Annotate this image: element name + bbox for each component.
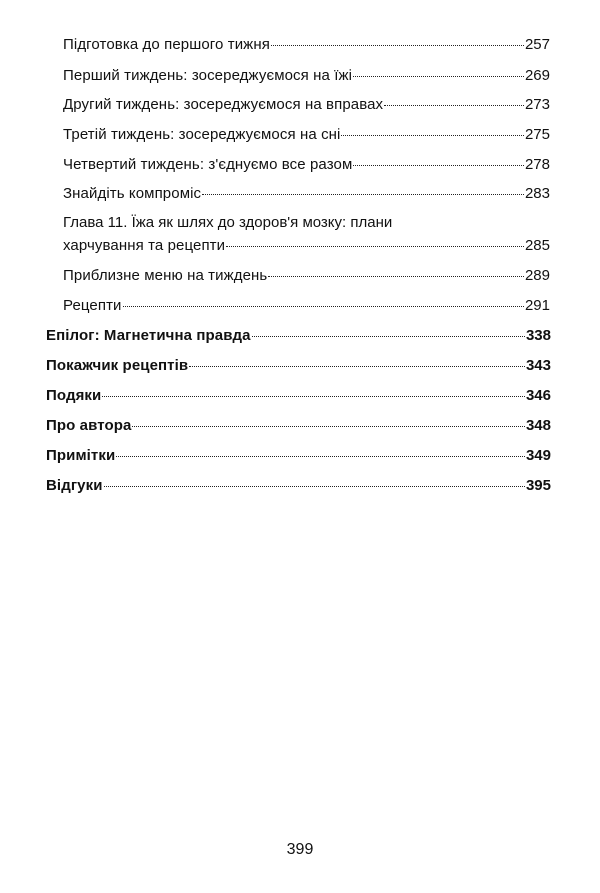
page-number: 399 <box>286 841 314 858</box>
toc-entry[interactable] <box>63 185 550 209</box>
toc-entry-page: 257 <box>524 36 550 53</box>
dot-leader <box>252 335 525 337</box>
dot-leader <box>132 425 525 427</box>
toc-entry-chapter[interactable] <box>63 237 550 261</box>
toc-entry-title: Другий тиждень: зосереджуємося на вправах <box>63 96 384 113</box>
toc-section-page: 349 <box>525 447 551 464</box>
toc-entry[interactable] <box>63 156 550 180</box>
toc-section-page: 338 <box>525 327 551 344</box>
toc-section[interactable] <box>46 447 551 471</box>
toc-section-title: Епілог: Магнетична правда <box>46 327 251 344</box>
dot-leader <box>116 455 525 457</box>
toc-entry[interactable] <box>63 126 550 150</box>
toc-section-page: 395 <box>525 477 551 494</box>
dot-leader <box>102 395 525 397</box>
dot-leader <box>123 305 524 307</box>
toc-section-title: Примітки <box>46 447 116 464</box>
toc-section[interactable] <box>46 357 551 381</box>
dot-leader <box>353 75 524 77</box>
toc-section-page: 348 <box>525 417 551 434</box>
toc-entry-title: Рецепти <box>63 297 122 314</box>
toc-entry[interactable] <box>63 96 550 120</box>
toc-section-title: Подяки <box>46 387 102 404</box>
dot-leader <box>189 365 525 367</box>
dot-leader <box>268 275 524 277</box>
toc-entry-page: 283 <box>524 185 550 202</box>
toc-section[interactable] <box>46 417 551 441</box>
toc-entry-title: Приблизне меню на тиждень <box>63 267 268 284</box>
toc-entry-title: харчування та рецепти <box>63 237 226 254</box>
toc-entry-page: 278 <box>524 156 550 173</box>
dot-leader <box>271 44 524 46</box>
dot-leader <box>104 485 525 487</box>
toc-entry-page: 289 <box>524 267 550 284</box>
toc-entry-title: Знайдіть компроміс <box>63 185 202 202</box>
toc-entry-page: 273 <box>524 96 550 113</box>
toc-entry-page: 269 <box>524 67 550 84</box>
dot-leader <box>202 193 524 195</box>
toc-section[interactable] <box>46 327 551 351</box>
toc-entry-page: 275 <box>524 126 550 143</box>
dot-leader <box>384 104 524 106</box>
toc-section-page: 343 <box>525 357 551 374</box>
toc-entry[interactable] <box>63 267 550 291</box>
toc-entry-title: Третій тиждень: зосереджуємося на сні <box>63 126 341 143</box>
toc-section-title: Відгуки <box>46 477 103 494</box>
toc-entry-title: Перший тиждень: зосереджуємося на їжі <box>63 67 353 84</box>
toc-entry[interactable] <box>63 297 550 321</box>
toc-entry[interactable] <box>63 36 550 60</box>
toc-section[interactable] <box>46 387 551 411</box>
toc-entry-page: 285 <box>524 237 550 254</box>
toc-section[interactable] <box>46 477 551 501</box>
dot-leader <box>226 245 524 247</box>
toc-section-page: 346 <box>525 387 551 404</box>
toc-entry[interactable] <box>63 67 550 91</box>
toc-section-title: Покажчик рецептів <box>46 357 189 374</box>
toc-entry-title: Підготовка до першого тижня <box>63 36 270 53</box>
toc-section-title: Про автора <box>46 417 132 434</box>
toc-chapter-title-line1: Глава 11. Їжа як шлях до здоров'я мозку: плани <box>63 214 393 231</box>
dot-leader <box>341 134 523 136</box>
toc-entry-page: 291 <box>524 297 550 314</box>
dot-leader <box>353 164 524 166</box>
toc-entry-title: Четвертий тиждень: з'єднуємо все разом <box>63 156 353 173</box>
